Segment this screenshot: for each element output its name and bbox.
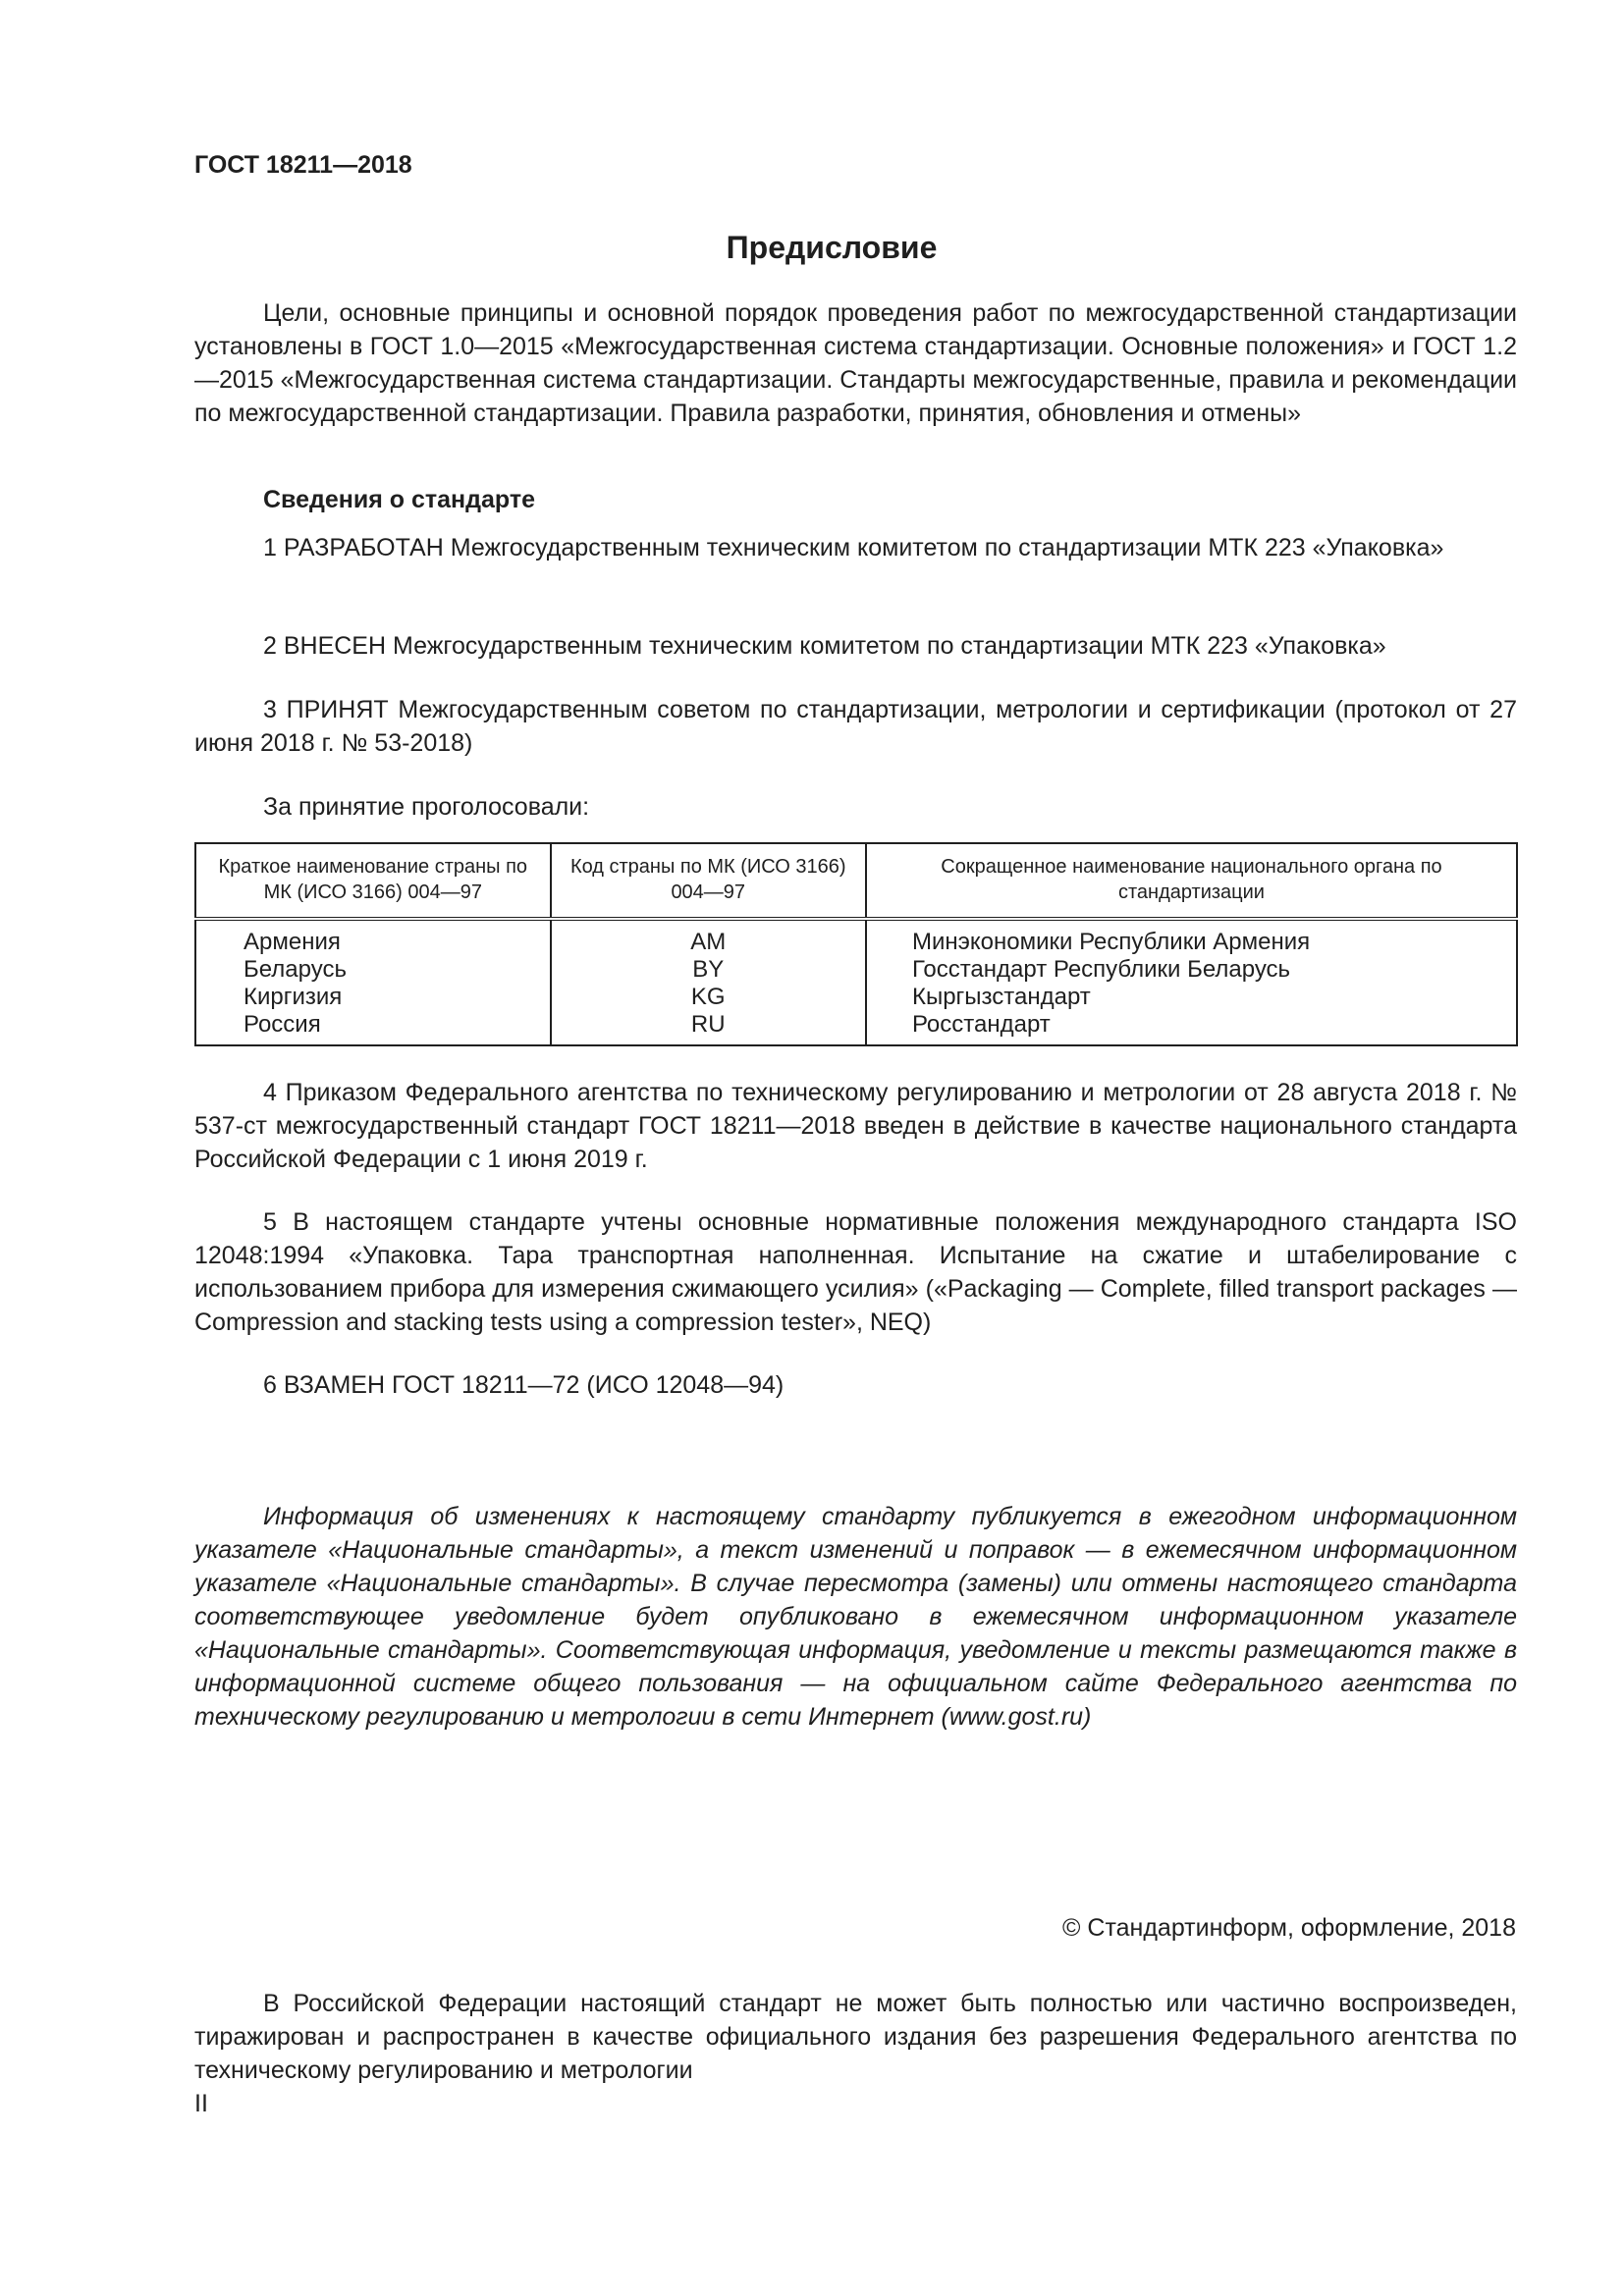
table-header-country: Краткое наименование страны по МК (ИСО 3166) 004—97 xyxy=(195,843,551,919)
table-row xyxy=(195,1011,1517,1045)
item-3-adopted: 3 ПРИНЯТ Межгосударственным советом по стандартизации, метрологии и сертификации (протокол от 27 июня 2018 г. № 53-2018) xyxy=(194,696,1517,757)
table-cell-code: RU xyxy=(551,1011,866,1045)
table-cell-country: Россия xyxy=(195,1011,551,1045)
page-number: II xyxy=(194,2090,208,2117)
table-row xyxy=(195,919,1517,956)
reproduction-restriction: В Российской Федерации настоящий стандарт не может быть полностью или частично воспроизведен, тиражирован и распространен в качестве официального издания без разрешения Федерального агентства по техническому регулированию и метрологии xyxy=(194,1990,1517,2084)
voting-table xyxy=(194,842,1518,1046)
table-cell-body: Госстандарт Республики Беларусь xyxy=(866,956,1517,984)
copyright-line: © Стандартинформ, оформление, 2018 xyxy=(1062,1914,1516,1942)
table-cell-country: Армения xyxy=(195,919,551,956)
item-2-introduced: 2 ВНЕСЕН Межгосударственным техническим комитетом по стандартизации МТК 223 «Упаковка» xyxy=(263,632,1386,660)
table-row xyxy=(195,956,1517,984)
table-header-code: Код страны по МК (ИСО 3166) 004—97 xyxy=(551,843,866,919)
table-cell-body: Кыргызстандарт xyxy=(866,984,1517,1011)
page-title: Предисловие xyxy=(726,230,938,265)
info-heading: Сведения о стандарте xyxy=(263,486,536,513)
table-cell-body: Минэкономики Республики Армения xyxy=(866,919,1517,956)
amendments-notice: Информация об изменениях к настоящему стандарту публикуется в ежегодном информационном указателе «Национальные стандарты», а текст изменений и поправок — в ежемесячном информационном указателе «Национальные стандарты». В случае пересмотра (замены) или отмены настоящего стандарта соответствующее уведомление будет опубликовано в ежемесячном информационном указателе «Национальные стандарты». Соответствующая информация, уведомление и тексты размещаются также в информационной системе общего пользования — на официальном сайте Федерального агентства по техническому регулированию и метрологии в сети Интернет (www.gost.ru) xyxy=(194,1503,1517,1731)
table-header-row xyxy=(195,843,1517,919)
table-row xyxy=(195,984,1517,1011)
table-cell-body: Росстандарт xyxy=(866,1011,1517,1045)
table-cell-code: KG xyxy=(551,984,866,1011)
vote-intro: За принятие проголосовали: xyxy=(263,793,590,821)
item-6-replaces: 6 ВЗАМЕН ГОСТ 18211—72 (ИСО 12048—94) xyxy=(263,1371,785,1399)
table-cell-country: Беларусь xyxy=(195,956,551,984)
table-cell-code: BY xyxy=(551,956,866,984)
table-cell-code: AM xyxy=(551,919,866,956)
intro-paragraph: Цели, основные принципы и основной порядок проведения работ по межгосударственной стандартизации установлены в ГОСТ 1.0—2015 «Межгосударственная система стандартизации. Основные положения» и ГОСТ 1.2—2015 «Межгосударственная система стандартизации. Стандарты межгосударственные, правила и рекомендации по межгосударственной стандартизации. Правила разработки, принятия, обновления и отмены» xyxy=(194,299,1517,427)
item-1-developed: 1 РАЗРАБОТАН Межгосударственным техническим комитетом по стандартизации МТК 223 «Упаковка» xyxy=(263,534,1444,561)
table-header-body: Сокращенное наименование национального органа по стандартизации xyxy=(866,843,1517,919)
standard-code: ГОСТ 18211—2018 xyxy=(194,151,412,179)
item-4-order: 4 Приказом Федерального агентства по техническому регулированию и метрологии от 28 августа 2018 г. № 537-ст межгосударственный стандарт ГОСТ 18211—2018 введен в действие в качестве национального стандарта Российской Федерации с 1 июня 2019 г. xyxy=(194,1079,1517,1173)
item-5-iso-reference: 5 В настоящем стандарте учтены основные нормативные положения международного стандарта ISO 12048:1994 «Упаковка. Тара транспортная наполненная. Испытание на сжатие и штабелирование с использованием прибора для измерения сжимающего усилия» («Packaging — Complete, filled transport packages — Compression and stacking tests using a compression tester», NEQ) xyxy=(194,1208,1517,1336)
table-cell-country: Киргизия xyxy=(195,984,551,1011)
